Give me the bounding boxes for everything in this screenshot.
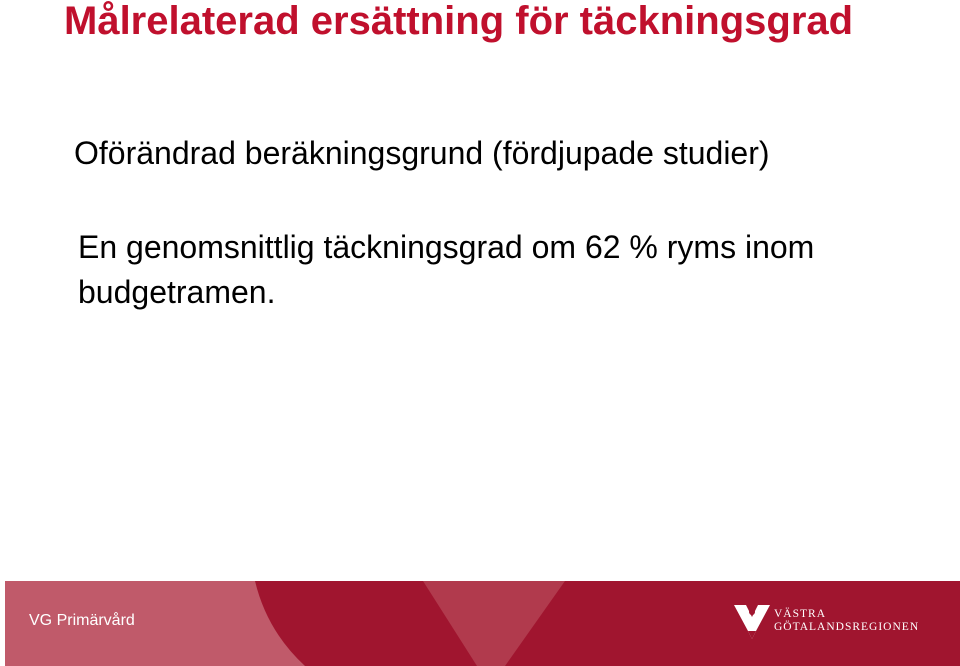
logo-line-2: GÖTALANDSREGIONEN [774, 621, 920, 633]
slide-subtitle: Oförändrad beräkningsgrund (fördjupade studier) [74, 135, 770, 171]
region-logo-text [774, 608, 919, 634]
slide-body-text: En genomsnittlig täckningsgrad om 62 % ryms inom budgetramen. [78, 229, 815, 310]
slide-title: Målrelaterad ersättning för täckningsgrad [64, 0, 854, 43]
region-logo-icon [732, 601, 772, 647]
footer-brand: VG Primärvård [29, 612, 135, 629]
footer-bar [5, 581, 960, 666]
region-logo [732, 601, 920, 647]
logo-line-1: VÄSTRA [774, 608, 827, 620]
